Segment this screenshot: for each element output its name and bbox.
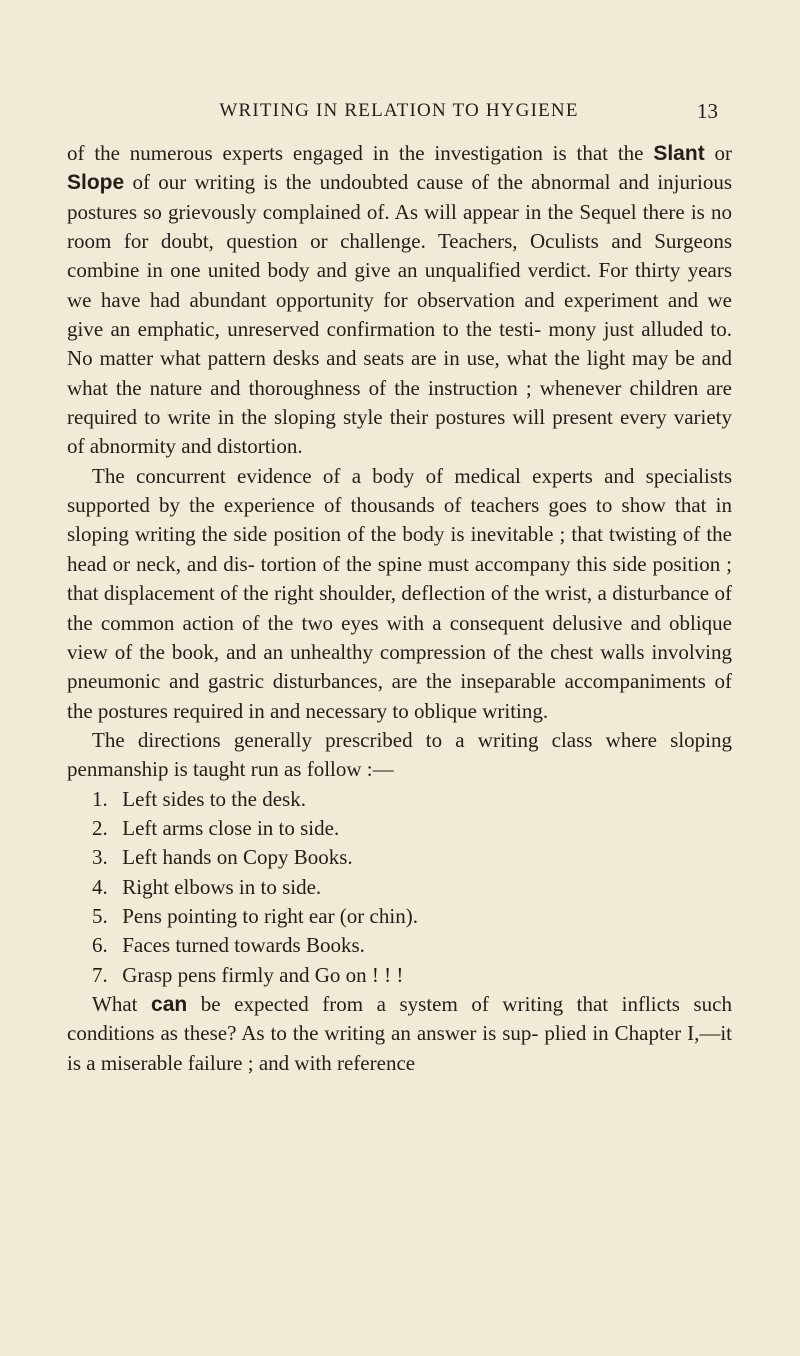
paragraph-2: The concurrent evidence of a body of medical experts and specialists supported by the experience of thousands of teachers goes to show that in sloping writing the side position of the body is inevitable ; that twisting of the head or neck, and dis- tortion of the spine must accompany this side position ; that displacement of the right shoulder, deflection of the wrist, a disturbance of the common action of the two eyes with a consequent delusive and oblique view of the book, and an unhealthy compression of the chest walls involving pneumonic and gastric disturbances, are the inseparable accompaniments of the postures required in and necessary to oblique writing. xyxy=(67,463,732,723)
slant-emphasis: Slant xyxy=(653,142,705,165)
p1-or: or xyxy=(714,141,733,165)
list-item xyxy=(67,814,732,843)
list-item xyxy=(67,961,732,990)
list-item-number: 5. xyxy=(92,903,108,928)
list-item-text: Left sides to the desk. xyxy=(122,786,306,811)
list-item xyxy=(67,873,732,902)
list-item-text: Right elbows in to side. xyxy=(122,874,322,899)
directions-list xyxy=(67,785,732,990)
list-item-number: 3. xyxy=(92,845,108,870)
page-number: 13 xyxy=(697,99,718,123)
list-item xyxy=(67,902,732,931)
list-item-text: Left hands on Copy Books. xyxy=(122,845,353,870)
list-item-text: Faces turned towards Books. xyxy=(122,933,365,958)
list-item-number: 6. xyxy=(92,933,108,958)
list-item-text: Left arms close in to side. xyxy=(122,815,340,840)
list-item-text: Grasp pens firmly and Go on ! ! ! xyxy=(122,962,404,987)
running-head xyxy=(0,96,800,126)
body-text xyxy=(67,139,732,1078)
list-item-text: Pens pointing to right ear (or chin). xyxy=(122,903,418,928)
paragraph-1 xyxy=(67,139,732,462)
p4-text-a: What xyxy=(92,991,138,1016)
paragraph-4 xyxy=(67,990,732,1078)
list-item xyxy=(67,785,732,814)
p4-text-b: be expected from a system of writing that inflicts such conditions as these? As to the writing an answer is sup- plied in Chapter I,—it is a miserable failure ; and with reference xyxy=(67,991,733,1075)
list-item-number: 2. xyxy=(92,815,108,840)
p1-text-a: of the numerous experts engaged in the investigation is that the xyxy=(67,141,644,165)
p1-text-b: of our writing is the undoubted cause of the abnormal and injurious postures so grievously complained of. As will appear in the Sequel there is no room for doubt, question or challenge. Teachers, Oculists and Surgeons combine in one united body and give an unqualified verdict. For thirty years we have had abundant opportunity for observation and experiment and we give an emphatic, unreserved confirmation to the testi- mony just alluded to. No matter what pattern desks and seats are in use, what the light may be and what the nature and thoroughness of the instruction ; whenever children are required to write in the sloping style their postures will present every variety of abnormity and distortion. xyxy=(67,170,733,459)
running-title: WRITING IN RELATION TO HYGIENE xyxy=(219,100,579,121)
paragraph-3: The directions generally prescribed to a writing class where sloping penmanship is taught run as follow :— xyxy=(67,727,732,782)
list-item-number: 7. xyxy=(92,962,108,987)
list-item-number: 1. xyxy=(92,786,108,811)
list-item xyxy=(67,931,732,960)
list-item xyxy=(67,843,732,872)
list-item-number: 4. xyxy=(92,874,108,899)
slope-emphasis: Slope xyxy=(67,171,125,195)
can-emphasis: can xyxy=(151,992,188,1016)
